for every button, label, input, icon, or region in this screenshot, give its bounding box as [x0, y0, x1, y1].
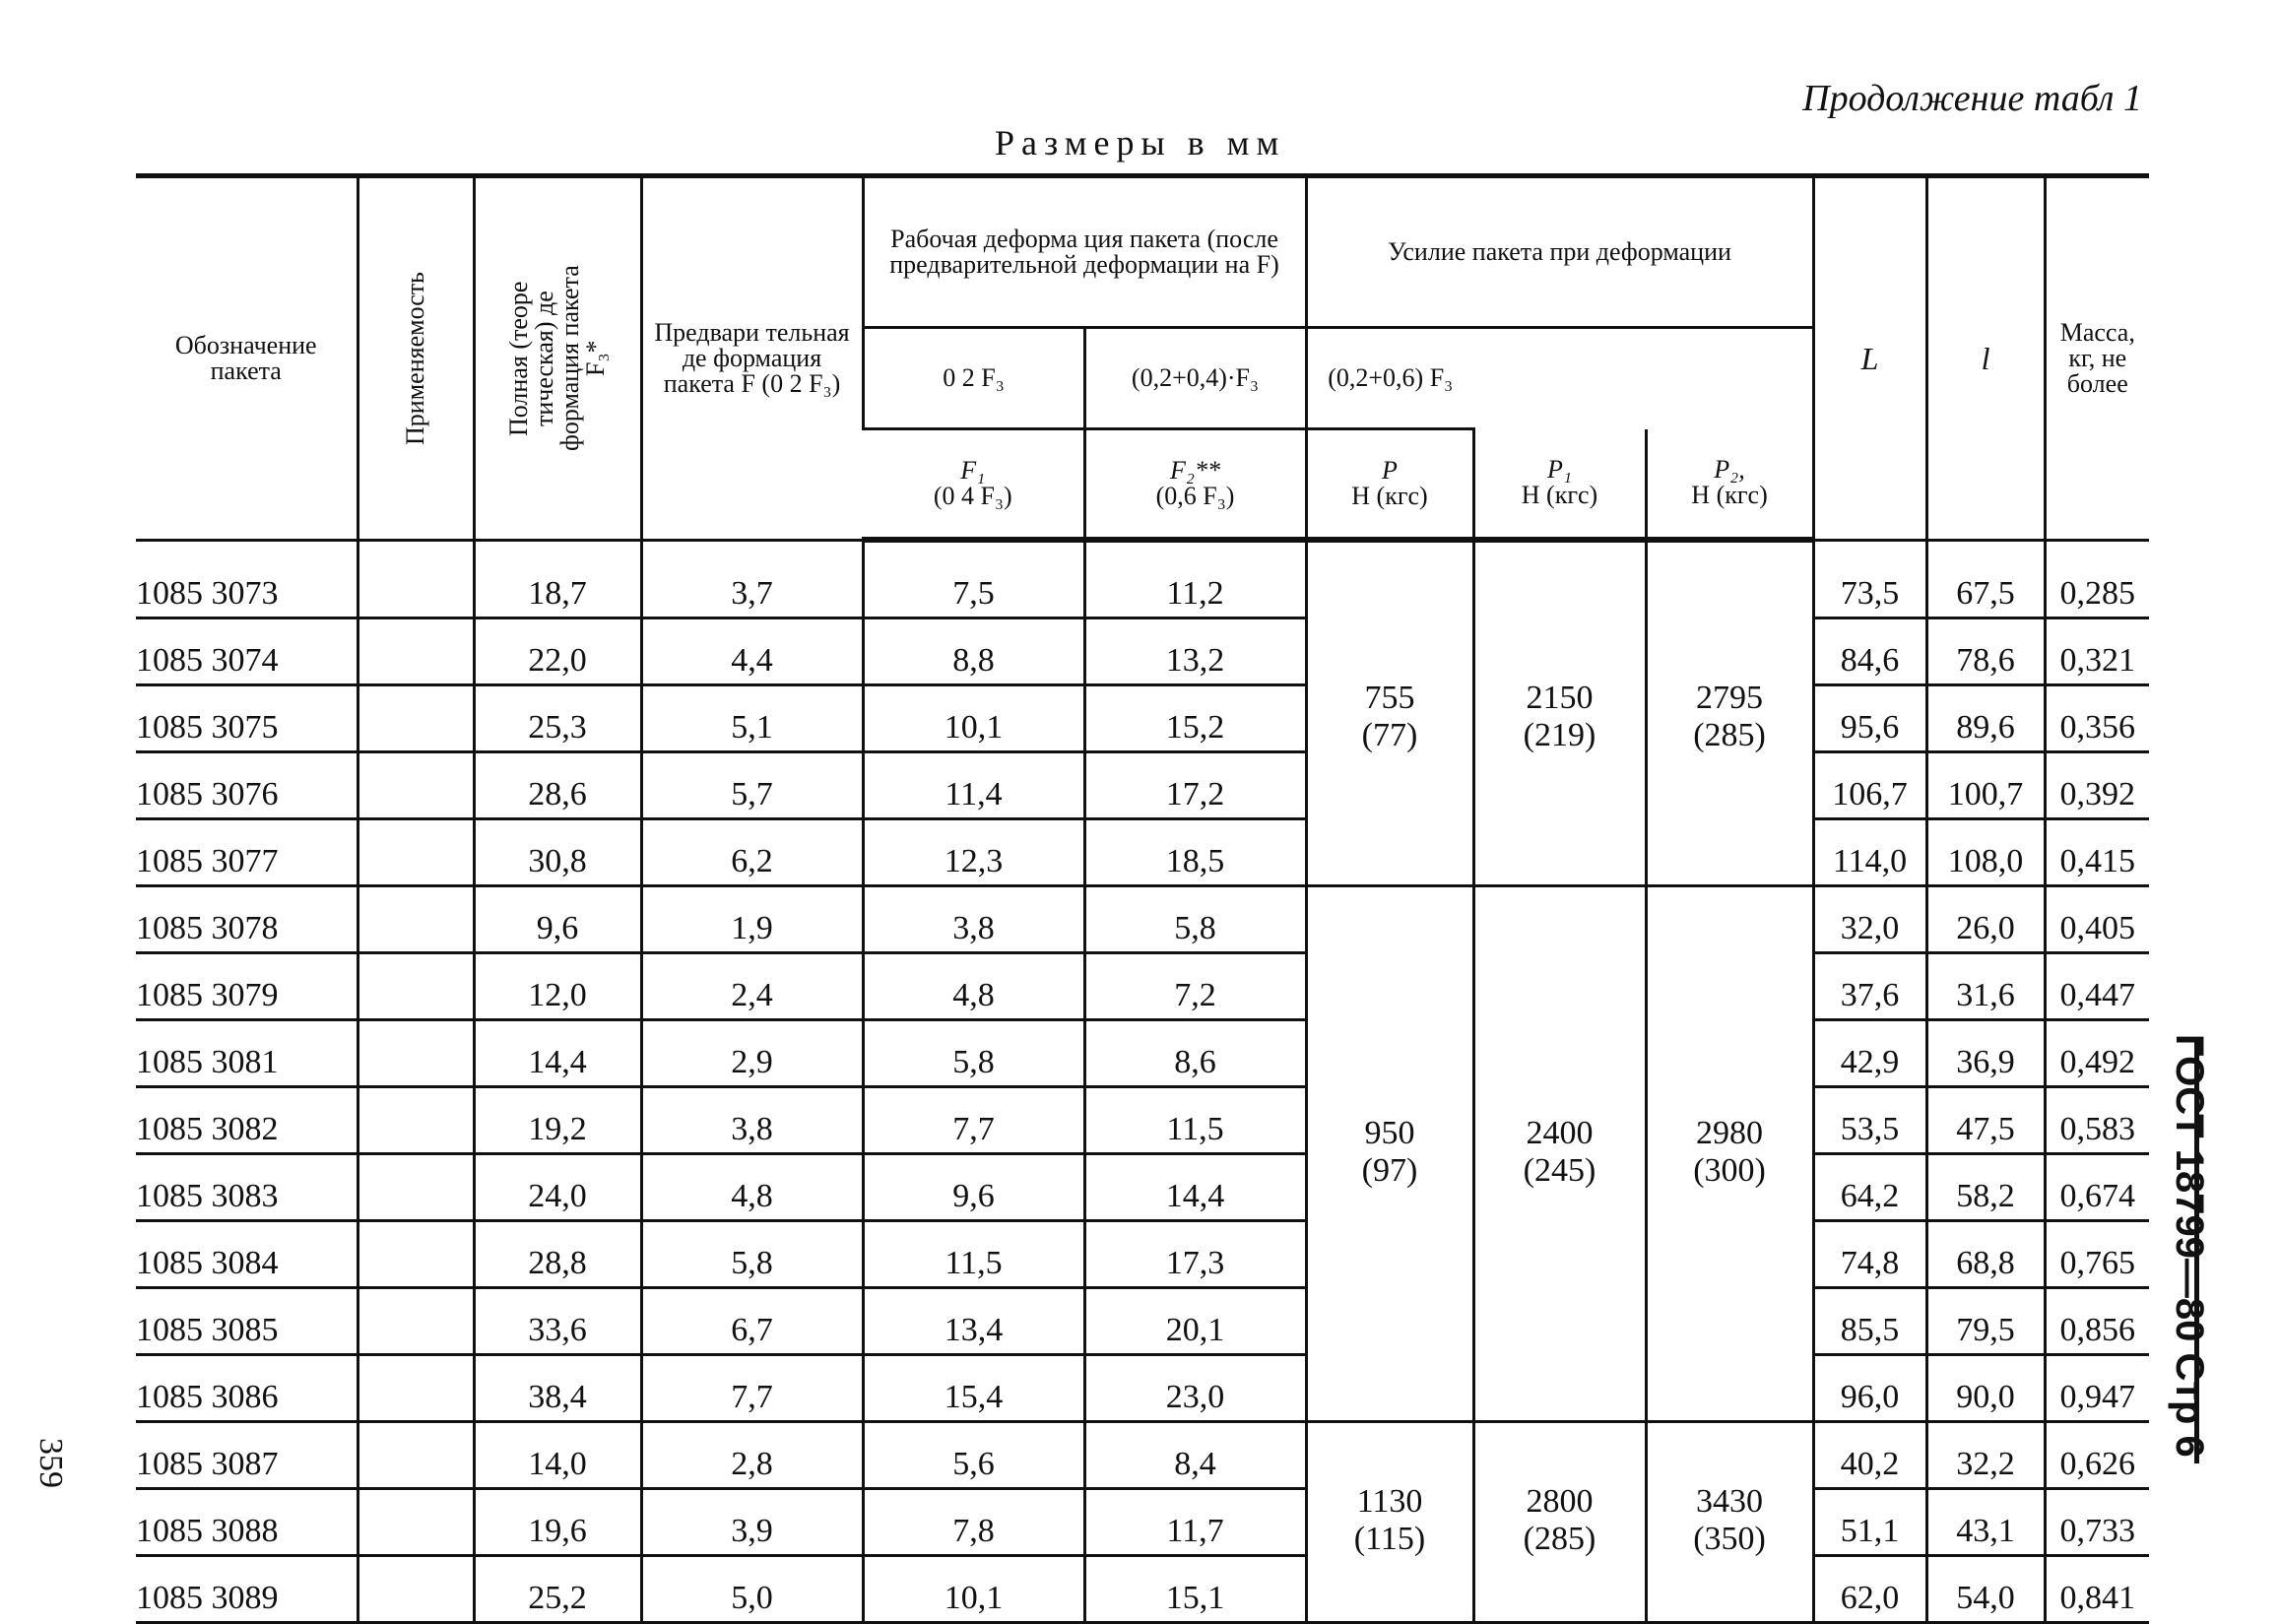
- cell-l: 67,5: [1926, 552, 2045, 618]
- force-cell-p: [1306, 552, 1473, 886]
- cell-f3: 28,8: [474, 1221, 641, 1288]
- cell-app: [358, 618, 474, 685]
- cell-f2: 15,1: [1084, 1556, 1306, 1623]
- cell-L: 84,6: [1813, 618, 1926, 685]
- cell-app: [358, 752, 474, 819]
- cell-f3: 28,6: [474, 752, 641, 819]
- cell-mass: 0,447: [2045, 953, 2149, 1020]
- cell-f3: 25,2: [474, 1556, 641, 1623]
- cell-l: 54,0: [1926, 1556, 2045, 1623]
- cell-f2: 13,2: [1084, 618, 1306, 685]
- col-p1-unit: Н (кгс): [1521, 481, 1598, 510]
- cell-L: 51,1: [1813, 1489, 1926, 1556]
- cell-l: 31,6: [1926, 953, 2045, 1020]
- col-applicability: [358, 176, 474, 541]
- cell-L: 64,2: [1813, 1154, 1926, 1221]
- table-row: [136, 1288, 2149, 1355]
- cell-id: 1085 3085: [136, 1288, 358, 1355]
- cell-L: 96,0: [1813, 1355, 1926, 1422]
- table-row: [136, 1422, 2149, 1489]
- cell-f1: 11,5: [863, 1221, 1084, 1288]
- force-value: 2150: [1526, 679, 1594, 716]
- cell-app: [358, 685, 474, 752]
- cell-f: 2,9: [641, 1020, 863, 1087]
- cell-L: 74,8: [1813, 1221, 1926, 1288]
- table-row: [136, 1087, 2149, 1154]
- table-row: [136, 618, 2149, 685]
- cell-f: 5,8: [641, 1221, 863, 1288]
- force-value: 1130: [1356, 1482, 1423, 1520]
- col-mass: Масса, кг, не более: [2045, 176, 2149, 541]
- cell-app: [358, 1154, 474, 1221]
- cell-f2: 17,3: [1084, 1221, 1306, 1288]
- col-f1: [863, 429, 1084, 541]
- cell-f2: 11,7: [1084, 1489, 1306, 1556]
- table-body: [136, 540, 2149, 1623]
- cell-L: 40,2: [1813, 1422, 1926, 1489]
- cell-f1: 9,6: [863, 1154, 1084, 1221]
- table-row: [136, 1020, 2149, 1087]
- cell-l: 68,8: [1926, 1221, 2045, 1288]
- force-value-kgf: (285): [1523, 1520, 1596, 1557]
- col-p-unit: Н (кгс): [1351, 482, 1428, 510]
- cell-f1: 15,4: [863, 1355, 1084, 1422]
- cell-f3: 33,6: [474, 1288, 641, 1355]
- cell-L: 42,9: [1813, 1020, 1926, 1087]
- cell-f3: 19,6: [474, 1489, 641, 1556]
- table-row: [136, 886, 2149, 953]
- cell-mass: 0,583: [2045, 1087, 2149, 1154]
- cell-app: [358, 886, 474, 953]
- cell-mass: 0,841: [2045, 1556, 2149, 1623]
- cell-id: 1085 3081: [136, 1020, 358, 1087]
- cell-f: 4,4: [641, 618, 863, 685]
- cell-mass: 0,285: [2045, 552, 2149, 618]
- cell-f: 6,2: [641, 819, 863, 886]
- force-cell-p1: [1473, 886, 1646, 1422]
- col-applicability-label: Применяемость: [401, 271, 429, 445]
- cell-l: 89,6: [1926, 685, 2045, 752]
- cell-id: 1085 3082: [136, 1087, 358, 1154]
- cell-L: 37,6: [1813, 953, 1926, 1020]
- cell-id: 1085 3086: [136, 1355, 358, 1422]
- cell-mass: 0,765: [2045, 1221, 2149, 1288]
- cell-f3: 38,4: [474, 1355, 641, 1422]
- cell-f: 3,7: [641, 552, 863, 618]
- col-force-3: (0,2+0,6) F₃: [1306, 328, 1473, 429]
- table-row: [136, 1221, 2149, 1288]
- cell-L: 114,0: [1813, 819, 1926, 886]
- cell-id: 1085 3088: [136, 1489, 358, 1556]
- cell-L: 53,5: [1813, 1087, 1926, 1154]
- continuation-label: Продолжение табл 1: [1802, 78, 2142, 119]
- force-value: 755: [1364, 679, 1415, 716]
- cell-l: 32,2: [1926, 1422, 2045, 1489]
- force-value: 2400: [1526, 1114, 1594, 1151]
- cell-app: [358, 552, 474, 618]
- cell-f2: 8,4: [1084, 1422, 1306, 1489]
- force-value-kgf: (115): [1353, 1520, 1426, 1557]
- cell-L: 62,0: [1813, 1556, 1926, 1623]
- col-f1-label: F₁: [960, 456, 986, 485]
- force-value-kgf: (97): [1361, 1151, 1418, 1189]
- cell-l: 78,6: [1926, 618, 2045, 685]
- cell-f1: 7,8: [863, 1489, 1084, 1556]
- spring-package-table: [136, 173, 2149, 1624]
- cell-app: [358, 1288, 474, 1355]
- cell-L: 106,7: [1813, 752, 1926, 819]
- cell-id: 1085 3079: [136, 953, 358, 1020]
- cell-id: 1085 3087: [136, 1422, 358, 1489]
- page-number: 359: [33, 1438, 69, 1488]
- cell-l: 43,1: [1926, 1489, 2045, 1556]
- dimensions-caption: Размеры в мм: [995, 123, 1286, 162]
- cell-f: 6,7: [641, 1288, 863, 1355]
- cell-id: 1085 3083: [136, 1154, 358, 1221]
- cell-f: 5,0: [641, 1556, 863, 1623]
- table-row: [136, 819, 2149, 886]
- cell-L: 95,6: [1813, 685, 1926, 752]
- cell-id: 1085 3084: [136, 1221, 358, 1288]
- cell-f3: 19,2: [474, 1087, 641, 1154]
- cell-f3: 14,4: [474, 1020, 641, 1087]
- col-p2-unit: Н (кгс): [1691, 481, 1768, 510]
- cell-f2: 14,4: [1084, 1154, 1306, 1221]
- cell-f2: 11,5: [1084, 1087, 1306, 1154]
- force-value-kgf: (77): [1361, 716, 1418, 753]
- force-value-kgf: (245): [1523, 1151, 1596, 1189]
- table-row: [136, 1355, 2149, 1422]
- cell-L: 32,0: [1813, 886, 1926, 953]
- cell-f2: 7,2: [1084, 953, 1306, 1020]
- cell-mass: 0,733: [2045, 1489, 2149, 1556]
- cell-l: 90,0: [1926, 1355, 2045, 1422]
- cell-app: [358, 1422, 474, 1489]
- cell-id: 1085 3076: [136, 752, 358, 819]
- cell-app: [358, 819, 474, 886]
- cell-f2: 5,8: [1084, 886, 1306, 953]
- cell-l: 100,7: [1926, 752, 2045, 819]
- cell-f1: 12,3: [863, 819, 1084, 886]
- cell-L: 73,5: [1813, 552, 1926, 618]
- col-force-2: (0,2+0,4)·F₃: [1084, 328, 1306, 429]
- col-f2-sub: (0,6 F₃): [1155, 482, 1235, 510]
- cell-f3: 22,0: [474, 618, 641, 685]
- cell-f1: 10,1: [863, 685, 1084, 752]
- cell-mass: 0,321: [2045, 618, 2149, 685]
- force-value-kgf: (219): [1523, 716, 1596, 753]
- cell-mass: 0,415: [2045, 819, 2149, 886]
- cell-f3: 25,3: [474, 685, 641, 752]
- col-p: [1306, 429, 1473, 541]
- cell-l: 79,5: [1926, 1288, 2045, 1355]
- col-L: L: [1813, 176, 1926, 541]
- cell-f: 5,7: [641, 752, 863, 819]
- cell-f1: 11,4: [863, 752, 1084, 819]
- cell-f2: 18,5: [1084, 819, 1306, 886]
- cell-id: 1085 3075: [136, 685, 358, 752]
- cell-f2: 20,1: [1084, 1288, 1306, 1355]
- cell-f3: 24,0: [474, 1154, 641, 1221]
- col-p-label: P: [1382, 456, 1398, 485]
- cell-app: [358, 1355, 474, 1422]
- cell-f3: 18,7: [474, 552, 641, 618]
- cell-app: [358, 1489, 474, 1556]
- cell-f: 5,1: [641, 685, 863, 752]
- cell-f1: 3,8: [863, 886, 1084, 953]
- cell-l: 36,9: [1926, 1020, 2045, 1087]
- force-value-kgf: (350): [1693, 1520, 1766, 1557]
- col-f2-label: F₂**: [1170, 456, 1220, 485]
- col-pre-deformation: Предвари тельная де формация пакета F (0 2 F₃): [641, 176, 863, 541]
- cell-mass: 0,626: [2045, 1422, 2149, 1489]
- col-work-deformation: Рабочая деформа ция пакета (после предварительной деформации на F): [863, 176, 1306, 328]
- col-f1-sub: (0 4 F₃): [933, 482, 1012, 510]
- cell-f: 3,8: [641, 1087, 863, 1154]
- cell-f2: 23,0: [1084, 1355, 1306, 1422]
- table-row: [136, 1154, 2149, 1221]
- table-row: [136, 552, 2149, 618]
- force-value: 2980: [1696, 1114, 1764, 1151]
- cell-f1: 5,6: [863, 1422, 1084, 1489]
- table-row: [136, 1556, 2149, 1623]
- cell-f2: 15,2: [1084, 685, 1306, 752]
- cell-f2: 17,2: [1084, 752, 1306, 819]
- gost-mark: ГОСТ 18799—80 Стр 6: [2168, 1034, 2211, 1458]
- cell-f1: 10,1: [863, 1556, 1084, 1623]
- cell-id: 1085 3074: [136, 618, 358, 685]
- spacer-row: [136, 540, 2149, 552]
- cell-mass: 0,674: [2045, 1154, 2149, 1221]
- table-row: [136, 1489, 2149, 1556]
- cell-L: 85,5: [1813, 1288, 1926, 1355]
- table-row: [136, 685, 2149, 752]
- col-p2-label: P₂,: [1714, 455, 1745, 485]
- force-cell-p: [1306, 886, 1473, 1422]
- cell-mass: 0,356: [2045, 685, 2149, 752]
- force-value-kgf: (285): [1693, 716, 1766, 753]
- cell-mass: 0,392: [2045, 752, 2149, 819]
- cell-id: 1085 3078: [136, 886, 358, 953]
- col-full-deformation: [474, 176, 641, 541]
- col-p1: [1473, 429, 1646, 541]
- cell-l: 26,0: [1926, 886, 2045, 953]
- cell-f: 2,4: [641, 953, 863, 1020]
- cell-f3: 14,0: [474, 1422, 641, 1489]
- cell-id: 1085 3073: [136, 552, 358, 618]
- cell-f: 4,8: [641, 1154, 863, 1221]
- cell-app: [358, 1221, 474, 1288]
- col-p1-label: P₁: [1547, 455, 1572, 485]
- force-value: 3430: [1696, 1482, 1764, 1520]
- force-value: 2800: [1526, 1482, 1594, 1520]
- cell-app: [358, 1020, 474, 1087]
- col-f2: [1084, 429, 1306, 541]
- force-value: 2795: [1696, 679, 1764, 716]
- force-cell-p2: [1646, 886, 1813, 1422]
- cell-id: 1085 3077: [136, 819, 358, 886]
- cell-mass: 0,405: [2045, 886, 2149, 953]
- force-cell-p1: [1473, 552, 1646, 886]
- cell-f2: 8,6: [1084, 1020, 1306, 1087]
- cell-f1: 8,8: [863, 618, 1084, 685]
- force-cell-p2: [1646, 552, 1813, 886]
- cell-f3: 30,8: [474, 819, 641, 886]
- cell-l: 108,0: [1926, 819, 2045, 886]
- cell-app: [358, 1087, 474, 1154]
- cell-f: 2,8: [641, 1422, 863, 1489]
- col-force-group: Усилие пакета при деформации: [1306, 176, 1813, 328]
- cell-app: [358, 953, 474, 1020]
- cell-mass: 0,856: [2045, 1288, 2149, 1355]
- cell-f1: 5,8: [863, 1020, 1084, 1087]
- cell-f1: 7,5: [863, 552, 1084, 618]
- col-force-1: 0 2 F₃: [863, 328, 1084, 429]
- cell-f2: 11,2: [1084, 552, 1306, 618]
- col-p2: [1646, 429, 1813, 541]
- cell-mass: 0,492: [2045, 1020, 2149, 1087]
- cell-f1: 4,8: [863, 953, 1084, 1020]
- cell-f1: 7,7: [863, 1087, 1084, 1154]
- cell-f: 1,9: [641, 886, 863, 953]
- cell-l: 58,2: [1926, 1154, 2045, 1221]
- col-designation: Обозначение пакета: [136, 176, 358, 541]
- table-row: [136, 953, 2149, 1020]
- cell-f: 3,9: [641, 1489, 863, 1556]
- cell-id: 1085 3089: [136, 1556, 358, 1623]
- cell-f: 7,7: [641, 1355, 863, 1422]
- cell-mass: 0,947: [2045, 1355, 2149, 1422]
- cell-l: 47,5: [1926, 1087, 2045, 1154]
- cell-app: [358, 1556, 474, 1623]
- col-full-deformation-label: Полная (теоре тическая) де формация пакета F₃*: [504, 265, 610, 452]
- force-value-kgf: (300): [1693, 1151, 1766, 1189]
- col-l: l: [1926, 176, 2045, 541]
- cell-f3: 9,6: [474, 886, 641, 953]
- force-value: 950: [1364, 1114, 1415, 1151]
- cell-f1: 13,4: [863, 1288, 1084, 1355]
- cell-f3: 12,0: [474, 953, 641, 1020]
- table-row: [136, 752, 2149, 819]
